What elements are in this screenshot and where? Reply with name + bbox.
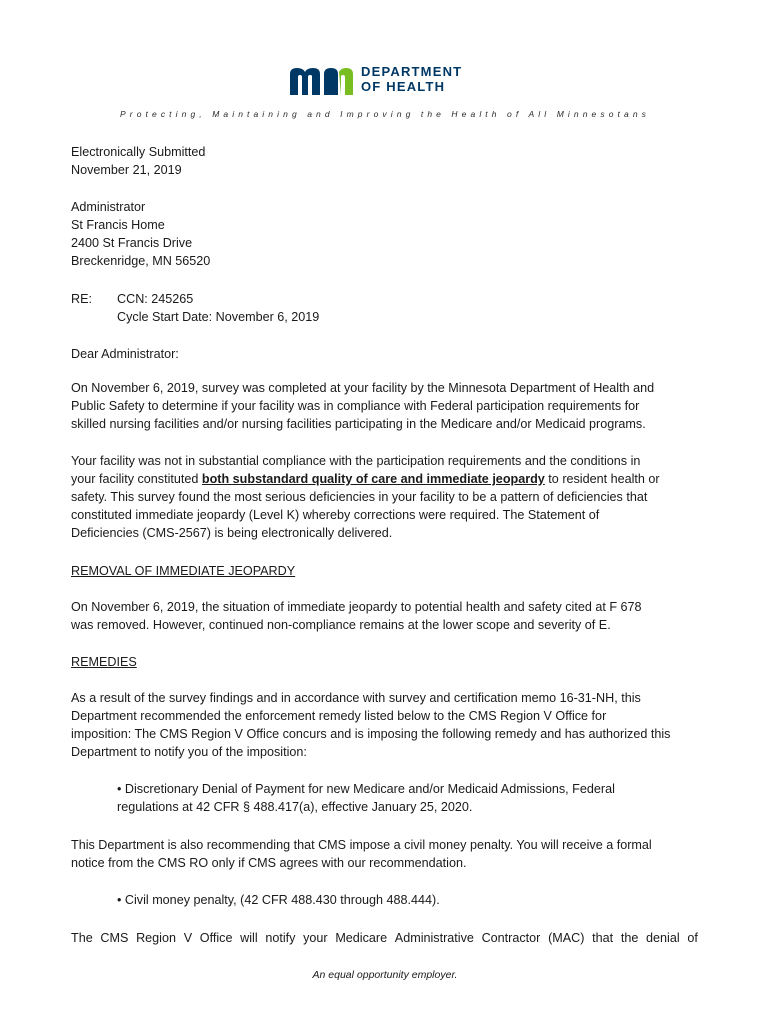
paragraph-civil-money-penalty	[71, 836, 701, 872]
paragraph-line: This Department is also recommending that CMS impose a civil money penalty. You will receive a formal	[71, 838, 652, 852]
word: Administrative	[394, 931, 474, 945]
paragraph-line: safety. This survey found the most serious deficiencies in your facility to be a pattern of deficiencies that	[71, 490, 648, 504]
paragraph-line: was removed. However, continued non-compliance remains at the lower scope and severity of E.	[71, 618, 611, 632]
word: of	[687, 931, 698, 945]
paragraph-line: skilled nursing facilities and/or nursing facilities participating in the Medicare and/or Medicaid programs.	[71, 417, 646, 431]
justified-line	[71, 929, 698, 947]
word: (MAC)	[548, 931, 585, 945]
paragraph-remedies-intro	[71, 689, 701, 761]
paragraph-survey-completed	[71, 379, 701, 433]
word: denial	[646, 931, 680, 945]
paragraph-line: imposition: The CMS Region V Office concurs and is imposing the following remedy and has authorized this	[71, 727, 671, 741]
paragraph-line: constituted immediate jeopardy (Level K) whereby corrections were required. The Statement of	[71, 508, 600, 522]
paragraph-line: Department recommended the enforcement remedy listed below to the CMS Region V Office for	[71, 709, 607, 723]
heading-removal-of-jeopardy: REMOVAL OF IMMEDIATE JEOPARDY	[71, 564, 296, 578]
recipient-line: St Francis Home	[71, 218, 165, 232]
word: Office	[199, 931, 233, 945]
bullet-civil-money-penalty: • Civil money penalty, (42 CFR 488.430 through 488.444).	[117, 893, 440, 907]
emphasis-text: both substandard quality of care and immediate jeopardy	[201, 472, 545, 486]
logo-text	[361, 64, 462, 94]
word: Contractor	[481, 931, 541, 945]
text-segment: to resident health or	[544, 472, 660, 486]
word: The	[71, 931, 93, 945]
bullet-line: • Discretionary Denial of Payment for new Medicare and/or Medicaid Admissions, Federal	[117, 782, 615, 796]
word: will	[240, 931, 258, 945]
recipient-line: 2400 St Francis Drive	[71, 236, 193, 250]
paragraph-noncompliance	[71, 452, 701, 542]
salutation: Dear Administrator:	[71, 347, 179, 361]
mn-logo-icon	[289, 66, 357, 96]
paragraph-line: Public Safety to determine if your facility was in compliance with Federal participation requirements for	[71, 399, 640, 413]
paragraph-line: On November 6, 2019, the situation of immediate jeopardy to potential health and safety cited at F 678	[71, 600, 642, 614]
word: notify	[265, 931, 296, 945]
word: CMS	[100, 931, 129, 945]
bullet-line: regulations at 42 CFR § 488.417(a), effective January 25, 2020.	[117, 800, 473, 814]
paragraph-line: Your facility was not in substantial compliance with the participation requirements and the conditions in	[71, 454, 641, 468]
word: Medicare	[335, 931, 388, 945]
recipient-line: Breckenridge, MN 56520	[71, 254, 211, 268]
logo-line-department: DEPARTMENT	[361, 64, 463, 79]
text-segment: your facility constituted	[71, 472, 202, 486]
paragraph-line: notice from the CMS RO only if CMS agrees with our recommendation.	[71, 856, 467, 870]
paragraph-line: Department to notify you of the imposition:	[71, 745, 307, 759]
re-ccn: CCN: 245265	[117, 292, 194, 306]
word: V	[183, 931, 193, 945]
heading-remedies: REMEDIES	[71, 655, 137, 669]
paragraph-line: Deficiencies (CMS-2567) is being electronically delivered.	[71, 526, 393, 540]
word: Region	[136, 931, 176, 945]
word: that	[592, 931, 614, 945]
re-label: RE:	[71, 292, 92, 306]
paragraph-line	[71, 470, 701, 488]
paragraph-removal	[71, 598, 701, 634]
paragraph-line: As a result of the survey findings and in accordance with survey and certification memo 16-31-NH, this	[71, 691, 641, 705]
footer-equal-opportunity: An equal opportunity employer.	[312, 969, 458, 981]
recipient-line: Administrator	[71, 200, 146, 214]
paragraph-line: On November 6, 2019, survey was completed at your facility by the Minnesota Department of Health and	[71, 381, 655, 395]
paragraph-mac-notify	[71, 929, 701, 947]
mdh-logo	[289, 64, 484, 98]
submission-method: Electronically Submitted	[71, 145, 206, 159]
recipient-address	[71, 198, 701, 270]
tagline: Protecting, Maintaining and Improving the Health of All Minnesotans	[120, 109, 650, 119]
word: your	[303, 931, 328, 945]
word: the	[620, 931, 639, 945]
logo-line-of-health: OF HEALTH	[361, 79, 446, 94]
submission-block	[71, 143, 701, 179]
re-cycle-date: Cycle Start Date: November 6, 2019	[117, 310, 320, 324]
submission-date: November 21, 2019	[71, 163, 182, 177]
bullet-denial-of-payment	[117, 780, 707, 816]
re-details	[117, 290, 319, 326]
